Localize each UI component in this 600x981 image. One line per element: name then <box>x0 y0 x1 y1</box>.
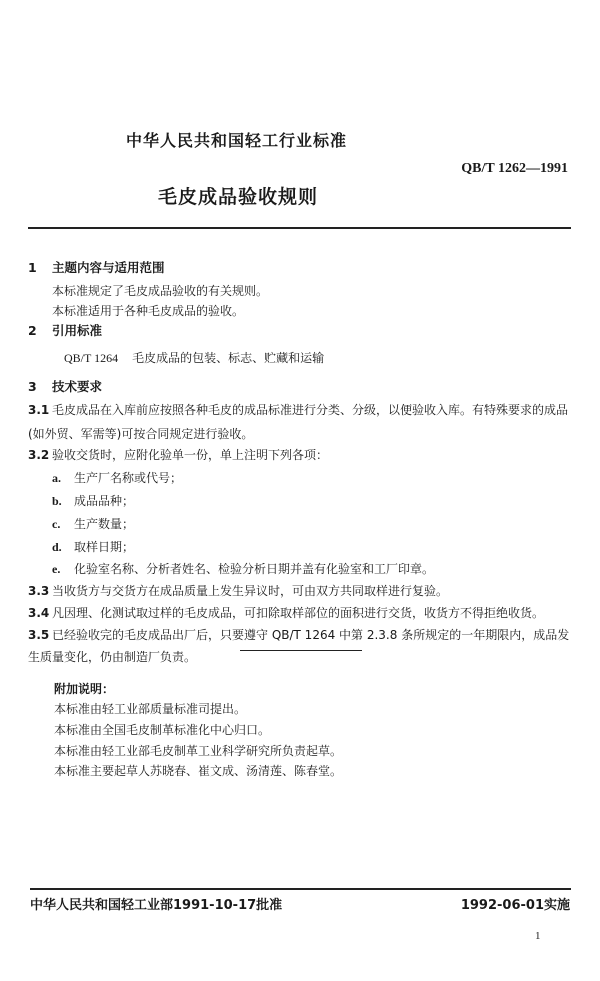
note-line: 本标准主要起草人苏晓春、崔文成、汤清莲、陈春堂。 <box>54 764 343 778</box>
list-item: b. 成品品种； <box>52 494 135 508</box>
clause-3-5-cont: 生质量变化，仍由制造厂负责。 <box>28 650 197 664</box>
issuer-heading: 中华人民共和国轻工行业标准 <box>126 131 348 150</box>
end-rule <box>240 650 362 651</box>
standard-code: QB/T 1262—1991 <box>461 161 568 176</box>
clause-3-3: 3.3 当收货方与交货方在成品质量上发生异议时，可由双方共同取样进行复验。 <box>28 584 449 598</box>
page-number: 1 <box>535 930 541 942</box>
section-1-line: 本标准适用于各种毛皮成品的验收。 <box>52 304 245 318</box>
clause-3-2: 3.2 验收交货时，应附化验单一份，单上注明下列各项： <box>28 448 329 462</box>
effective-date: 1992-06-01实施 <box>460 898 570 913</box>
approval-date: 中华人民共和国轻工业部1991-10-17批准 <box>30 898 283 913</box>
list-item: e. 化验室名称、分析者姓名、检验分析日期并盖有化验室和工厂印章。 <box>52 562 435 576</box>
clause-3-1-cont: (如外贸、军需等)可按合同规定进行验收。 <box>28 427 254 441</box>
note-line: 本标准由轻工业部质量标准司提出。 <box>54 702 247 716</box>
list-item: c. 生产数量； <box>52 517 135 531</box>
section-1-line: 本标准规定了毛皮成品验收的有关规则。 <box>52 284 269 298</box>
section-1-heading: 1 主题内容与适用范围 <box>28 260 165 275</box>
document-title: 毛皮成品验收规则 <box>158 186 319 208</box>
list-item: a. 生产厂名称或代号； <box>52 471 183 485</box>
section-3-heading: 3 技术要求 <box>28 379 103 394</box>
footer-rule <box>30 888 571 890</box>
clause-3-4: 3.4 凡因理、化测试取过样的毛皮成品，可扣除取样部位的面积进行交货，收货方不得拒绝收货。 <box>28 606 545 620</box>
normative-reference: QB/T 1264 毛皮成品的包装、标志、贮藏和运输 <box>64 351 325 365</box>
note-line: 本标准由轻工业部毛皮制革工业科学研究所负责起草。 <box>54 744 343 758</box>
note-line: 本标准由全国毛皮制革标准化中心归口。 <box>54 723 271 737</box>
header-rule <box>28 227 571 229</box>
clause-3-5: 3.5 已经验收完的毛皮成品出厂后，只要遵守 QB/T 1264 中第 2.3.8 条所规定的一年期限内，成品发 <box>28 628 570 642</box>
list-item: d. 取样日期； <box>52 540 135 554</box>
section-2-heading: 2 引用标准 <box>28 323 103 338</box>
clause-3-1: 3.1 毛皮成品在入库前应按照各种毛皮的成品标准进行分类、分级，以便验收入库。有特殊要求的成品 <box>28 403 569 417</box>
notes-title: 附加说明： <box>54 682 115 696</box>
